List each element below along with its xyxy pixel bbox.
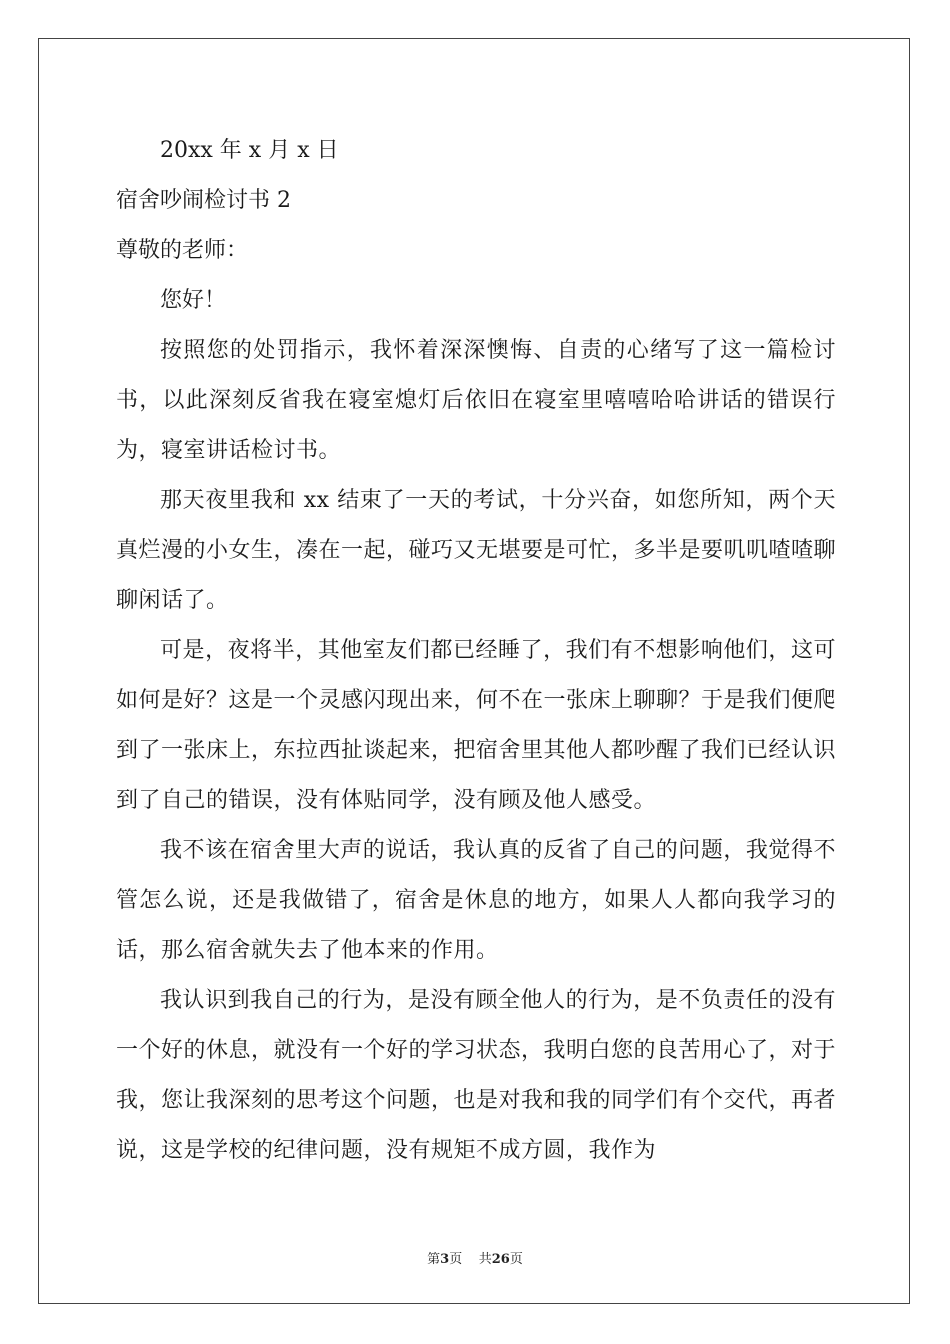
total-prefix: 共	[478, 1252, 492, 1267]
document-body	[116, 126, 836, 1176]
paragraph: 我认识到我自己的行为，是没有顾全他人的行为，是不负责任的没有一个好的休息，就没有一个好的学习状态，我明白您的良苦用心了，对于我，您让我深刻的思考这个问题，也是对我和我的同学们有个交代，再者说，这是学校的纪律问题，没有规矩不成方圆，我作为	[116, 988, 837, 1163]
total-pages: 26	[491, 1252, 510, 1267]
date-line: 20xx 年 x 月 x 日	[160, 138, 339, 163]
paragraph: 可是，夜将半，其他室友们都已经睡了，我们有不想影响他们，这可如何是好？这是一个灵感闪现出来，何不在一张床上聊聊？于是我们便爬到了一张床上，东拉西扯谈起来，把宿舍里其他人都吵醒了我们已经认识到了自己的错误，没有体贴同学，没有顾及他人感受。	[116, 638, 837, 813]
page-suffix: 页	[449, 1252, 463, 1267]
paragraph: 按照您的处罚指示，我怀着深深懊悔、自责的心绪写了这一篇检讨书，以此深刻反省我在寝室熄灯后依旧在寝室里嘻嘻哈哈讲话的错误行为，寝室讲话检讨书。	[116, 338, 836, 463]
document-title: 宿舍吵闹检讨书 2	[116, 188, 291, 213]
salutation: 尊敬的老师：	[116, 238, 249, 263]
page-number: 3	[440, 1252, 450, 1267]
total-suffix: 页	[509, 1252, 523, 1267]
page-prefix: 第	[427, 1252, 441, 1267]
paragraph: 我不该在宿舍里大声的说话，我认真的反省了自己的问题，我觉得不管怎么说，还是我做错了，宿舍是休息的地方，如果人人都向我学习的话，那么宿舍就失去了他本来的作用。	[116, 838, 836, 963]
paragraph: 那天夜里我和 xx 结束了一天的考试，十分兴奋，如您所知，两个天真烂漫的小女生，凑在一起，碰巧又无堪要是可忙，多半是要叽叽喳喳聊聊闲话了。	[116, 488, 837, 613]
page-footer	[0, 1248, 950, 1267]
greeting: 您好！	[160, 288, 227, 313]
